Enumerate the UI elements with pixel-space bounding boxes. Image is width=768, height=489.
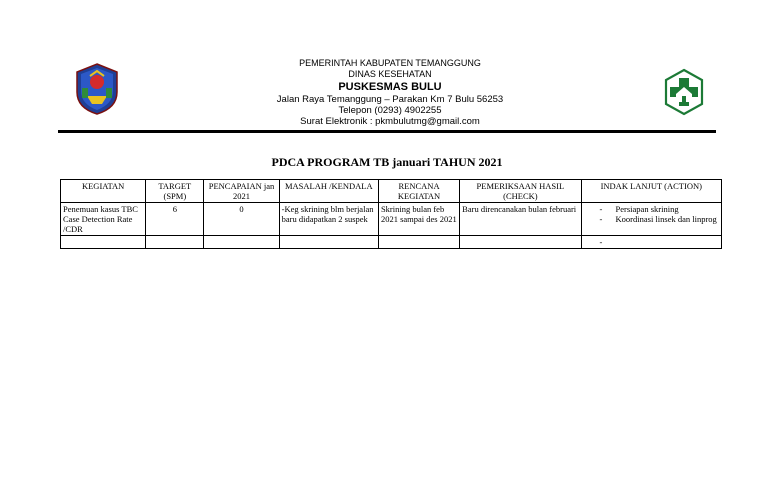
empty-cell [279,236,378,249]
table-header-row [61,180,722,203]
empty-row-dash: - [599,237,603,247]
header-government: PEMERINTAH KABUPATEN TEMANGGUNG [299,58,481,68]
action-list [584,204,719,224]
cell-pencapaian: 0 [204,203,279,236]
empty-action-cell [581,236,721,249]
cell-action [581,203,721,236]
header-pemeriksaan: PEMERIKSAAN HASIL (CHECK) [460,180,581,203]
regency-crest-icon [72,62,122,116]
cell-rencana: Skrining bulan feb 2021 sampai des 2021 [378,203,459,236]
header-email: Surat Elektronik : pkmbulutmg@gmail.com [300,116,480,127]
empty-cell [61,236,146,249]
header-pencapaian: PENCAPAIAN jan 2021 [204,180,279,203]
cell-masalah: -Keg skrining blm berjalan baru didapatkan 2 suspek [279,203,378,236]
cell-pemeriksaan: Baru direncanakan bulan februari [460,203,581,236]
header-action: INDAK LANJUT (ACTION) [581,180,721,203]
header-address: Jalan Raya Temanggung – Parakan Km 7 Bulu 56253 [276,94,504,105]
header-target: TARGET (SPM) [146,180,204,203]
table-row-empty [61,236,722,249]
cell-target: 6 [146,203,204,236]
action-item: - Koordinasi linsek dan linprog [616,214,719,224]
header-rencana: RENCANA KEGIATAN [378,180,459,203]
letterhead [200,58,580,127]
table-row [61,203,722,236]
header-phone: Telepon (0293) 4902255 [338,105,442,116]
header-department: DINAS KESEHATAN [348,69,432,79]
empty-cell [378,236,459,249]
header-kegiatan: KEGIATAN [61,180,146,203]
puskesmas-cross-house-icon [662,66,706,118]
header-masalah: MASALAH /KENDALA [279,180,378,203]
pdca-table [60,179,722,249]
letterhead-divider [58,130,716,133]
cell-kegiatan: Penemuan kasus TBC Case Detection Rate /CDR [61,203,146,236]
empty-cell [146,236,204,249]
empty-cell [204,236,279,249]
empty-cell [460,236,581,249]
document-title: PDCA PROGRAM TB januari TAHUN 2021 [271,155,503,169]
action-item: - Persiapan skrining [616,204,719,214]
header-institution: PUSKESMAS BULU [338,81,442,93]
